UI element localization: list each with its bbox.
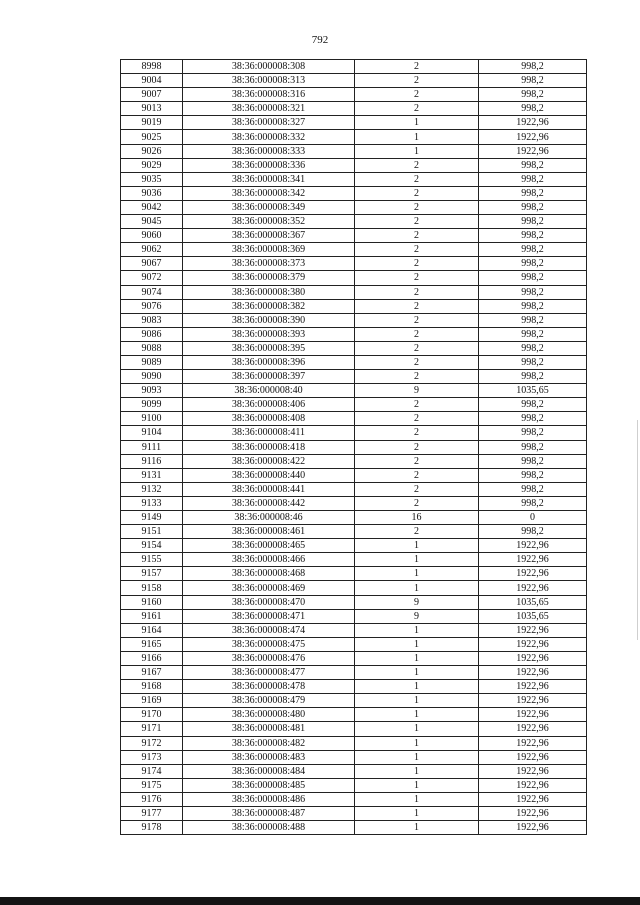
cadastral-number-cell: 38:36:000008:396 bbox=[183, 355, 355, 369]
cadastral-number-cell: 38:36:000008:480 bbox=[183, 708, 355, 722]
cadastral-number-cell: 38:36:000008:482 bbox=[183, 736, 355, 750]
row-number-cell: 9172 bbox=[121, 736, 183, 750]
value-cell: 1922,96 bbox=[479, 539, 587, 553]
cadastral-number-cell: 38:36:000008:408 bbox=[183, 412, 355, 426]
cadastral-number-cell: 38:36:000008:441 bbox=[183, 482, 355, 496]
table-row bbox=[121, 299, 587, 313]
table-row bbox=[121, 708, 587, 722]
category-cell: 2 bbox=[355, 496, 479, 510]
table-row bbox=[121, 680, 587, 694]
table-row bbox=[121, 736, 587, 750]
category-cell: 2 bbox=[355, 426, 479, 440]
value-cell: 1922,96 bbox=[479, 680, 587, 694]
value-cell: 1922,96 bbox=[479, 694, 587, 708]
value-cell: 1922,96 bbox=[479, 567, 587, 581]
row-number-cell: 9060 bbox=[121, 229, 183, 243]
category-cell: 1 bbox=[355, 764, 479, 778]
category-cell: 2 bbox=[355, 74, 479, 88]
category-cell: 1 bbox=[355, 708, 479, 722]
value-cell: 998,2 bbox=[479, 468, 587, 482]
table-row bbox=[121, 370, 587, 384]
category-cell: 1 bbox=[355, 736, 479, 750]
cadastral-number-cell: 38:36:000008:488 bbox=[183, 821, 355, 835]
scan-edge-line bbox=[637, 420, 638, 640]
table-row bbox=[121, 229, 587, 243]
value-cell: 998,2 bbox=[479, 215, 587, 229]
table-row bbox=[121, 412, 587, 426]
category-cell: 2 bbox=[355, 440, 479, 454]
value-cell: 1922,96 bbox=[479, 722, 587, 736]
value-cell: 998,2 bbox=[479, 496, 587, 510]
value-cell: 1922,96 bbox=[479, 806, 587, 820]
cadastral-number-cell: 38:36:000008:308 bbox=[183, 60, 355, 74]
row-number-cell: 9173 bbox=[121, 750, 183, 764]
cadastral-number-cell: 38:36:000008:379 bbox=[183, 271, 355, 285]
table-row bbox=[121, 186, 587, 200]
row-number-cell: 9076 bbox=[121, 299, 183, 313]
table-row bbox=[121, 341, 587, 355]
value-cell: 998,2 bbox=[479, 158, 587, 172]
cadastral-number-cell: 38:36:000008:390 bbox=[183, 313, 355, 327]
category-cell: 1 bbox=[355, 806, 479, 820]
cadastral-number-cell: 38:36:000008:476 bbox=[183, 651, 355, 665]
table-row bbox=[121, 722, 587, 736]
table-row bbox=[121, 355, 587, 369]
category-cell: 2 bbox=[355, 525, 479, 539]
row-number-cell: 9131 bbox=[121, 468, 183, 482]
cadastral-number-cell: 38:36:000008:332 bbox=[183, 130, 355, 144]
category-cell: 1 bbox=[355, 680, 479, 694]
row-number-cell: 9158 bbox=[121, 581, 183, 595]
cadastral-number-cell: 38:36:000008:474 bbox=[183, 623, 355, 637]
value-cell: 1035,65 bbox=[479, 609, 587, 623]
row-number-cell: 9151 bbox=[121, 525, 183, 539]
value-cell: 998,2 bbox=[479, 271, 587, 285]
row-number-cell: 9177 bbox=[121, 806, 183, 820]
category-cell: 1 bbox=[355, 694, 479, 708]
value-cell: 998,2 bbox=[479, 88, 587, 102]
row-number-cell: 9026 bbox=[121, 144, 183, 158]
table-row bbox=[121, 200, 587, 214]
row-number-cell: 9074 bbox=[121, 285, 183, 299]
value-cell: 1922,96 bbox=[479, 666, 587, 680]
value-cell: 1922,96 bbox=[479, 553, 587, 567]
row-number-cell: 9036 bbox=[121, 186, 183, 200]
row-number-cell: 9029 bbox=[121, 158, 183, 172]
page-number: 792 bbox=[311, 34, 329, 46]
table-row bbox=[121, 792, 587, 806]
table-row bbox=[121, 102, 587, 116]
table-row bbox=[121, 454, 587, 468]
table-row bbox=[121, 511, 587, 525]
cadastral-number-cell: 38:36:000008:483 bbox=[183, 750, 355, 764]
value-cell: 998,2 bbox=[479, 440, 587, 454]
row-number-cell: 9089 bbox=[121, 355, 183, 369]
table-row bbox=[121, 553, 587, 567]
row-number-cell: 9169 bbox=[121, 694, 183, 708]
value-cell: 998,2 bbox=[479, 299, 587, 313]
category-cell: 2 bbox=[355, 158, 479, 172]
registry-table bbox=[120, 59, 587, 835]
category-cell: 2 bbox=[355, 88, 479, 102]
table-row bbox=[121, 539, 587, 553]
table-row bbox=[121, 60, 587, 74]
table-row bbox=[121, 778, 587, 792]
cadastral-number-cell: 38:36:000008:422 bbox=[183, 454, 355, 468]
table-row bbox=[121, 327, 587, 341]
category-cell: 16 bbox=[355, 511, 479, 525]
cadastral-number-cell: 38:36:000008:471 bbox=[183, 609, 355, 623]
category-cell: 9 bbox=[355, 609, 479, 623]
category-cell: 2 bbox=[355, 370, 479, 384]
category-cell: 2 bbox=[355, 271, 479, 285]
value-cell: 1922,96 bbox=[479, 792, 587, 806]
table-row bbox=[121, 651, 587, 665]
category-cell: 2 bbox=[355, 215, 479, 229]
category-cell: 2 bbox=[355, 102, 479, 116]
row-number-cell: 9007 bbox=[121, 88, 183, 102]
category-cell: 9 bbox=[355, 384, 479, 398]
row-number-cell: 9093 bbox=[121, 384, 183, 398]
table-row bbox=[121, 440, 587, 454]
table-row bbox=[121, 172, 587, 186]
cadastral-number-cell: 38:36:000008:411 bbox=[183, 426, 355, 440]
cadastral-number-cell: 38:36:000008:352 bbox=[183, 215, 355, 229]
row-number-cell: 9154 bbox=[121, 539, 183, 553]
cadastral-number-cell: 38:36:000008:367 bbox=[183, 229, 355, 243]
table-row bbox=[121, 88, 587, 102]
value-cell: 1922,96 bbox=[479, 821, 587, 835]
table-row bbox=[121, 116, 587, 130]
row-number-cell: 9067 bbox=[121, 257, 183, 271]
category-cell: 2 bbox=[355, 172, 479, 186]
category-cell: 1 bbox=[355, 130, 479, 144]
table-row bbox=[121, 398, 587, 412]
value-cell: 998,2 bbox=[479, 200, 587, 214]
cadastral-number-cell: 38:36:000008:481 bbox=[183, 722, 355, 736]
value-cell: 1922,96 bbox=[479, 116, 587, 130]
value-cell: 998,2 bbox=[479, 186, 587, 200]
table-row bbox=[121, 821, 587, 835]
value-cell: 998,2 bbox=[479, 285, 587, 299]
category-cell: 2 bbox=[355, 186, 479, 200]
cadastral-number-cell: 38:36:000008:373 bbox=[183, 257, 355, 271]
table-row bbox=[121, 637, 587, 651]
cadastral-number-cell: 38:36:000008:336 bbox=[183, 158, 355, 172]
table-row bbox=[121, 694, 587, 708]
value-cell: 1922,96 bbox=[479, 637, 587, 651]
row-number-cell: 9157 bbox=[121, 567, 183, 581]
category-cell: 2 bbox=[355, 60, 479, 74]
category-cell: 2 bbox=[355, 327, 479, 341]
cadastral-number-cell: 38:36:000008:470 bbox=[183, 595, 355, 609]
row-number-cell: 9171 bbox=[121, 722, 183, 736]
cadastral-number-cell: 38:36:000008:46 bbox=[183, 511, 355, 525]
cadastral-number-cell: 38:36:000008:382 bbox=[183, 299, 355, 313]
category-cell: 1 bbox=[355, 651, 479, 665]
table-row bbox=[121, 384, 587, 398]
category-cell: 2 bbox=[355, 482, 479, 496]
value-cell: 1922,96 bbox=[479, 736, 587, 750]
category-cell: 2 bbox=[355, 200, 479, 214]
category-cell: 2 bbox=[355, 257, 479, 271]
registry-table-body bbox=[121, 60, 587, 835]
row-number-cell: 9090 bbox=[121, 370, 183, 384]
cadastral-number-cell: 38:36:000008:468 bbox=[183, 567, 355, 581]
category-cell: 1 bbox=[355, 539, 479, 553]
row-number-cell: 9019 bbox=[121, 116, 183, 130]
table-row bbox=[121, 567, 587, 581]
row-number-cell: 9099 bbox=[121, 398, 183, 412]
value-cell: 998,2 bbox=[479, 525, 587, 539]
cadastral-number-cell: 38:36:000008:349 bbox=[183, 200, 355, 214]
row-number-cell: 9170 bbox=[121, 708, 183, 722]
value-cell: 998,2 bbox=[479, 398, 587, 412]
row-number-cell: 9178 bbox=[121, 821, 183, 835]
cadastral-number-cell: 38:36:000008:479 bbox=[183, 694, 355, 708]
row-number-cell: 9111 bbox=[121, 440, 183, 454]
value-cell: 1922,96 bbox=[479, 144, 587, 158]
category-cell: 2 bbox=[355, 412, 479, 426]
row-number-cell: 9175 bbox=[121, 778, 183, 792]
value-cell: 998,2 bbox=[479, 370, 587, 384]
category-cell: 1 bbox=[355, 623, 479, 637]
category-cell: 1 bbox=[355, 144, 479, 158]
scan-bottom-band bbox=[0, 897, 640, 905]
table-row bbox=[121, 750, 587, 764]
value-cell: 998,2 bbox=[479, 426, 587, 440]
category-cell: 1 bbox=[355, 778, 479, 792]
table-row bbox=[121, 806, 587, 820]
row-number-cell: 9004 bbox=[121, 74, 183, 88]
value-cell: 998,2 bbox=[479, 313, 587, 327]
row-number-cell: 9149 bbox=[121, 511, 183, 525]
table-row bbox=[121, 215, 587, 229]
value-cell: 998,2 bbox=[479, 102, 587, 116]
value-cell: 1922,96 bbox=[479, 778, 587, 792]
cadastral-number-cell: 38:36:000008:475 bbox=[183, 637, 355, 651]
category-cell: 2 bbox=[355, 341, 479, 355]
value-cell: 998,2 bbox=[479, 229, 587, 243]
table-row bbox=[121, 74, 587, 88]
cadastral-number-cell: 38:36:000008:442 bbox=[183, 496, 355, 510]
row-number-cell: 9072 bbox=[121, 271, 183, 285]
cadastral-number-cell: 38:36:000008:40 bbox=[183, 384, 355, 398]
cadastral-number-cell: 38:36:000008:466 bbox=[183, 553, 355, 567]
category-cell: 1 bbox=[355, 637, 479, 651]
row-number-cell: 9013 bbox=[121, 102, 183, 116]
category-cell: 1 bbox=[355, 750, 479, 764]
cadastral-number-cell: 38:36:000008:478 bbox=[183, 680, 355, 694]
category-cell: 1 bbox=[355, 821, 479, 835]
value-cell: 998,2 bbox=[479, 74, 587, 88]
category-cell: 2 bbox=[355, 285, 479, 299]
table-row bbox=[121, 285, 587, 299]
table-row bbox=[121, 525, 587, 539]
cadastral-number-cell: 38:36:000008:321 bbox=[183, 102, 355, 116]
row-number-cell: 9088 bbox=[121, 341, 183, 355]
category-cell: 2 bbox=[355, 398, 479, 412]
table-row bbox=[121, 130, 587, 144]
row-number-cell: 9083 bbox=[121, 313, 183, 327]
cadastral-number-cell: 38:36:000008:316 bbox=[183, 88, 355, 102]
category-cell: 1 bbox=[355, 116, 479, 130]
row-number-cell: 9045 bbox=[121, 215, 183, 229]
value-cell: 1922,96 bbox=[479, 750, 587, 764]
table-row bbox=[121, 257, 587, 271]
table-row bbox=[121, 243, 587, 257]
cadastral-number-cell: 38:36:000008:469 bbox=[183, 581, 355, 595]
category-cell: 2 bbox=[355, 468, 479, 482]
cadastral-number-cell: 38:36:000008:395 bbox=[183, 341, 355, 355]
cadastral-number-cell: 38:36:000008:393 bbox=[183, 327, 355, 341]
row-number-cell: 9086 bbox=[121, 327, 183, 341]
value-cell: 0 bbox=[479, 511, 587, 525]
table-row bbox=[121, 595, 587, 609]
row-number-cell: 9165 bbox=[121, 637, 183, 651]
cadastral-number-cell: 38:36:000008:487 bbox=[183, 806, 355, 820]
value-cell: 1922,96 bbox=[479, 130, 587, 144]
table-row bbox=[121, 581, 587, 595]
category-cell: 2 bbox=[355, 313, 479, 327]
table-row bbox=[121, 496, 587, 510]
row-number-cell: 9132 bbox=[121, 482, 183, 496]
value-cell: 998,2 bbox=[479, 355, 587, 369]
value-cell: 998,2 bbox=[479, 482, 587, 496]
value-cell: 998,2 bbox=[479, 341, 587, 355]
value-cell: 1922,96 bbox=[479, 581, 587, 595]
row-number-cell: 9025 bbox=[121, 130, 183, 144]
cadastral-number-cell: 38:36:000008:341 bbox=[183, 172, 355, 186]
cadastral-number-cell: 38:36:000008:342 bbox=[183, 186, 355, 200]
value-cell: 998,2 bbox=[479, 412, 587, 426]
table-row bbox=[121, 158, 587, 172]
table-row bbox=[121, 482, 587, 496]
category-cell: 9 bbox=[355, 595, 479, 609]
row-number-cell: 9100 bbox=[121, 412, 183, 426]
cadastral-number-cell: 38:36:000008:369 bbox=[183, 243, 355, 257]
cadastral-number-cell: 38:36:000008:465 bbox=[183, 539, 355, 553]
row-number-cell: 8998 bbox=[121, 60, 183, 74]
table-row bbox=[121, 609, 587, 623]
row-number-cell: 9104 bbox=[121, 426, 183, 440]
table-row bbox=[121, 271, 587, 285]
category-cell: 1 bbox=[355, 722, 479, 736]
row-number-cell: 9042 bbox=[121, 200, 183, 214]
value-cell: 998,2 bbox=[479, 454, 587, 468]
cadastral-number-cell: 38:36:000008:418 bbox=[183, 440, 355, 454]
cadastral-number-cell: 38:36:000008:333 bbox=[183, 144, 355, 158]
category-cell: 1 bbox=[355, 666, 479, 680]
table-row bbox=[121, 468, 587, 482]
category-cell: 2 bbox=[355, 355, 479, 369]
value-cell: 998,2 bbox=[479, 60, 587, 74]
category-cell: 2 bbox=[355, 454, 479, 468]
cadastral-number-cell: 38:36:000008:485 bbox=[183, 778, 355, 792]
table-row bbox=[121, 764, 587, 778]
row-number-cell: 9155 bbox=[121, 553, 183, 567]
row-number-cell: 9166 bbox=[121, 651, 183, 665]
category-cell: 2 bbox=[355, 243, 479, 257]
row-number-cell: 9167 bbox=[121, 666, 183, 680]
cadastral-number-cell: 38:36:000008:380 bbox=[183, 285, 355, 299]
row-number-cell: 9168 bbox=[121, 680, 183, 694]
value-cell: 998,2 bbox=[479, 257, 587, 271]
cadastral-number-cell: 38:36:000008:486 bbox=[183, 792, 355, 806]
value-cell: 1922,96 bbox=[479, 651, 587, 665]
cadastral-number-cell: 38:36:000008:313 bbox=[183, 74, 355, 88]
row-number-cell: 9174 bbox=[121, 764, 183, 778]
table-row bbox=[121, 666, 587, 680]
cadastral-number-cell: 38:36:000008:327 bbox=[183, 116, 355, 130]
category-cell: 1 bbox=[355, 567, 479, 581]
table-row bbox=[121, 426, 587, 440]
value-cell: 1922,96 bbox=[479, 764, 587, 778]
value-cell: 1922,96 bbox=[479, 623, 587, 637]
table-row bbox=[121, 144, 587, 158]
row-number-cell: 9164 bbox=[121, 623, 183, 637]
category-cell: 2 bbox=[355, 299, 479, 313]
cadastral-number-cell: 38:36:000008:461 bbox=[183, 525, 355, 539]
category-cell: 2 bbox=[355, 229, 479, 243]
row-number-cell: 9035 bbox=[121, 172, 183, 186]
value-cell: 1922,96 bbox=[479, 708, 587, 722]
value-cell: 1035,65 bbox=[479, 595, 587, 609]
cadastral-number-cell: 38:36:000008:440 bbox=[183, 468, 355, 482]
cadastral-number-cell: 38:36:000008:484 bbox=[183, 764, 355, 778]
value-cell: 1035,65 bbox=[479, 384, 587, 398]
table-row bbox=[121, 313, 587, 327]
category-cell: 1 bbox=[355, 553, 479, 567]
category-cell: 1 bbox=[355, 792, 479, 806]
value-cell: 998,2 bbox=[479, 172, 587, 186]
value-cell: 998,2 bbox=[479, 243, 587, 257]
row-number-cell: 9176 bbox=[121, 792, 183, 806]
row-number-cell: 9062 bbox=[121, 243, 183, 257]
cadastral-number-cell: 38:36:000008:406 bbox=[183, 398, 355, 412]
category-cell: 1 bbox=[355, 581, 479, 595]
value-cell: 998,2 bbox=[479, 327, 587, 341]
table-row bbox=[121, 623, 587, 637]
cadastral-number-cell: 38:36:000008:477 bbox=[183, 666, 355, 680]
row-number-cell: 9116 bbox=[121, 454, 183, 468]
cadastral-number-cell: 38:36:000008:397 bbox=[183, 370, 355, 384]
row-number-cell: 9133 bbox=[121, 496, 183, 510]
row-number-cell: 9161 bbox=[121, 609, 183, 623]
row-number-cell: 9160 bbox=[121, 595, 183, 609]
